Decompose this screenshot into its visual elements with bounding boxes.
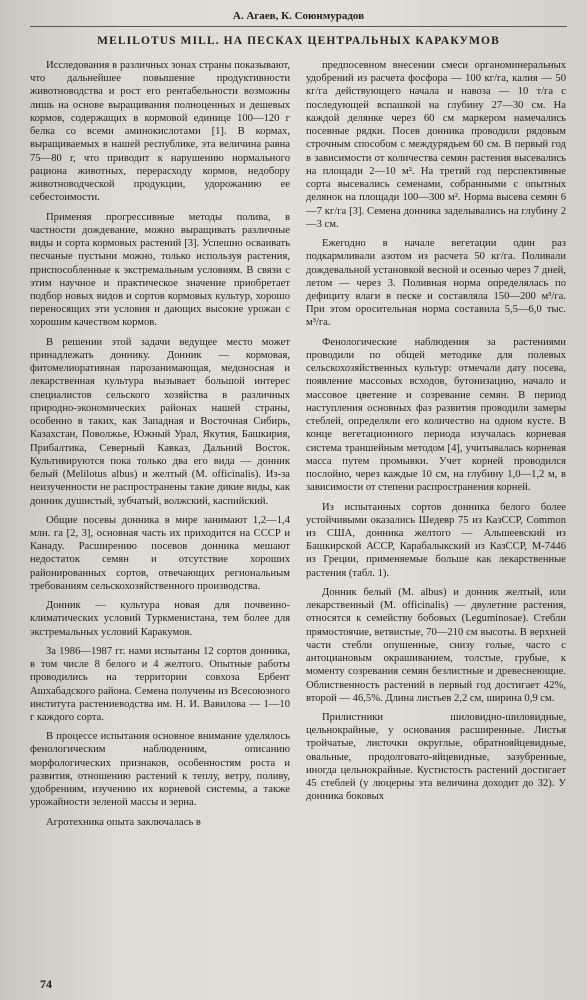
article-body <box>30 59 567 949</box>
paragraph: Донник белый (M. albus) и донник желтый, или лекарственный (M. officinalis) — двулетние растения, относятся к семейству бобовых (Leguminosae). Стебли прямостоячие, ветвистые, 70—210 см высоты. В верхней части стебли опушенные, снизу голые, часто с антоциановым окрашиванием, толстые, грубые, к моменту созревания семян безлистные и древеснеющие. Облиственность растений в первый год достигает 42%, второй — 46,5%. Длина листьев 2,2 см, ширина 0,9 см. <box>306 586 566 704</box>
paragraph: Прилистники шиловидно-шиловидные, цельнокрайные, у основания расширенные. Листья тройчатые, листочки округлые, обратнояйцевидные, овальные, продолговато-яйцевидные, зазубренные, иногда цельнокрайные. Кустистость растений достигает 45 стеблей (у люцерны эта величина доходит до 32). У донника боковых <box>306 712 566 803</box>
paragraph: Ежегодно в начале вегетации один раз подкармливали азотом из расчета 50 кг/га. Поливали дождевальной установкой весной и осенью через 7 дней, летом — через 3. Поливная норма определялась по дефициту влаги в песке и составляла 150—200 м³/га. При этом оросительная норма составила 5,5—6,0 тыс. м³/га. <box>306 238 566 329</box>
paragraph: Донник — культура новая для почвенно-климатических условий Туркменистана, тем более для экстремальных условий Каракумов. <box>30 600 290 638</box>
article-authors: А. Агаев, К. Союнмурадов <box>232 10 365 22</box>
left-column <box>30 59 290 949</box>
paragraph: предпосевном внесении смеси органоминеральных удобрений из расчета фосфора — 100 кг/га, калия — 50 кг/га действующего начала и навоза — 10 т/га с последующей вспашкой на глубину 27—30 см. На каждой делянке через 60 см маркером намечались посевные рядки. Посев донника проводили рядовым строчным способом с междурядьем 60 см. В первый год в зависимости от количества семян растения высевались на площади 2—10 м². На третий год перспективные сорта высевались семенами, собранными с опытных делянок на площади 100—300 м². Норма высева семян 6—7 кг/га [3]. Семена донника заделывались на глубину 2—3 см. <box>306 60 566 230</box>
header-rule <box>30 26 567 27</box>
paragraph: Применяя прогрессивные методы полива, в частности дождевание, можно выращивать различные виды и сорта кормовых растений [3]. Успешно осваивать песчаные пустыни можно, только используя растения, приспособленные к экстремальным условиям. В связи с этим научное и практическое значение приобретает подбор новых видов и сортов кормовых культур, хорошо переносящих эти условия и дающих высокие урожаи с хорошим качеством кормов. <box>30 211 290 329</box>
paragraph: Фенологические наблюдения за растениями проводили по общей методике для полевых сельскохозяйственных культур: отмечали дату посева, появление массовых всходов, бутонизацию, начало и массовое цветение и созревание семян. В период наступления основных фаз развития проводили замеры стеблей, определяли его количество на одном кусте. В конце вегетационного периода изучалась корневая система траншейным методом [4], учитывалась корневая масса путем промывки. Учет корней проводился послойно, через каждые 10 см, на глубину 1,0—1,2 м, в зависимости от степени распространения корней. <box>306 336 566 494</box>
paragraph: Общие посевы донника в мире занимают 1,2—1,4 млн. га [2, 3], основная часть их приходится на СССР и Канаду. Расширению посевов донника мешают недостаток семян и отсутствие хороших районированных сортов, отвечающих региональным требованиям сельскохозяйственного производства. <box>30 514 290 592</box>
article-title: MELILOTUS MILL. НА ПЕСКАХ ЦЕНТРАЛЬНЫХ КАРАКУМОВ <box>97 35 500 47</box>
paragraph: За 1986—1987 гг. нами испытаны 12 сортов донника, в том числе 8 белого и 4 желтого. Опытные работы проводились на территории совхоза Ербент Ашхабадского района. Семена получены из Всесоюзного института растениеводства им. Н. И. Вавилова — 1—10 г каждого сорта. <box>30 645 290 724</box>
paragraph: Из испытанных сортов донника белого более устойчивыми оказались Шедевр 75 из КазССР, Common из США, донника желтого — Альшеевский из Башкирской АССР, Карабалыкский из КазССР, М-7446 из Греции, применяемые больше как лекарственные растения (табл. 1). <box>306 501 566 579</box>
paragraph: В решении этой задачи ведущее место может принадлежать доннику. Донник — кормовая, фитомелиоративная парозанимающая, медоносная и лекарственная культура вызывает большой интерес специалистов сельского хозяйства в различных природно-экономических районах нашей страны, особенно в таких, как Западная и Восточная Сибирь, Казахстан, Поволжье, Южный Урал, Якутия, Башкирия, Прибалтика, Северный Кавказ, Дальний Восток. Культивируются пока только два его вида — донник белый (Melilotus albus) и желтый (M. officinalis). Из-за неизученности не распространены такие дикие виды, как донник душистый, зубчатый, волжский, каспийский. <box>30 336 290 507</box>
paragraph: В процессе испытания основное внимание уделялось фенологическим наблюдениям, описанию морфологических признаков, особенностям роста и развития, отношению растений к теплу, ветру, поливу, удобрениям, изучению их корневой системы, а также урожайности зеленой массы и зерна. <box>30 731 290 809</box>
right-column <box>306 59 566 949</box>
paragraph: Исследования в различных зонах страны показывают, что дальнейшее повышение продуктивности животноводства и рост его рентабельности возможны лишь на основе выращивания полноценных и дешевых кормов, содержащих в кормовой единице 100—120 г белка со всеми аминокислотами [1]. В кормах, выращиваемых в нашей республике, эта величина равна 75—80 г, что приводит к нарушению нормального рациона животных, перерасходу кормов, недобору животноводческой продукции, удорожанию ее себестоимости. <box>30 60 290 204</box>
page-number: 74 <box>40 977 52 991</box>
paragraph: Агротехника опыта заключалась в <box>46 816 201 828</box>
